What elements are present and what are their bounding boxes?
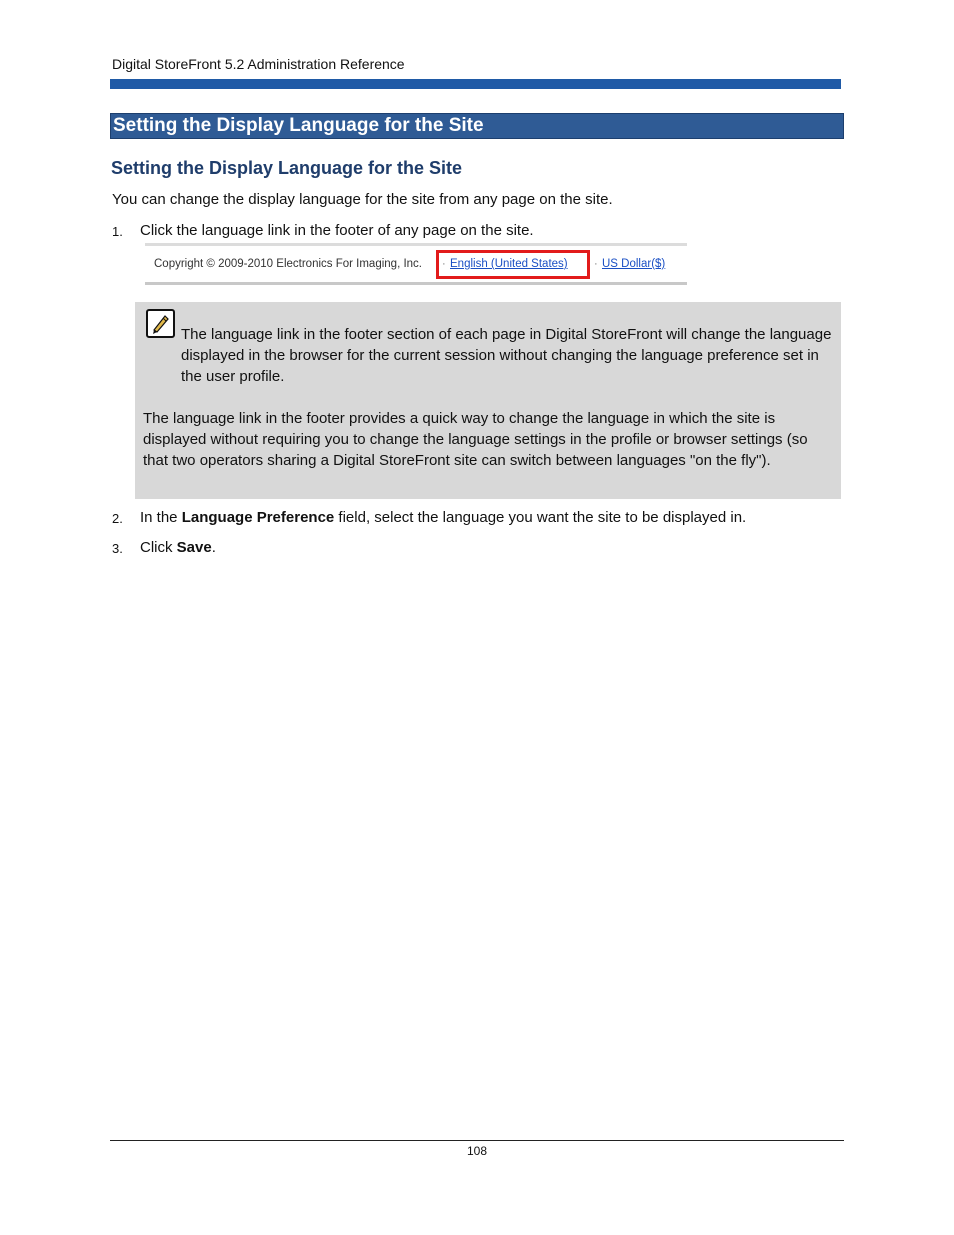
section-title-bar bbox=[110, 113, 844, 139]
footer-rule bbox=[110, 1140, 844, 1141]
step-text: Click the language link in the footer of any page on the site. bbox=[140, 222, 534, 239]
step-text bbox=[140, 509, 746, 526]
section-title: Setting the Display Language for the Site bbox=[113, 115, 484, 136]
currency-link[interactable]: US Dollar($) bbox=[602, 258, 666, 270]
field-name: Language Preference bbox=[181, 509, 335, 526]
note-paragraph-1: The language link in the footer section of each page in Digital StoreFront will change the language displayed in the browser for the current session without changing the language preference set in the user profile. bbox=[181, 326, 832, 385]
subheading: Setting the Display Language for the Site bbox=[111, 158, 463, 178]
save-label: Save bbox=[176, 539, 212, 556]
separator-dot: · bbox=[594, 258, 598, 270]
step-text-post: . bbox=[211, 539, 216, 556]
step-text-pre: Click bbox=[140, 539, 177, 556]
step-text-pre: In the bbox=[140, 509, 182, 526]
note-text bbox=[143, 324, 833, 471]
step-text bbox=[140, 539, 216, 556]
note-box bbox=[135, 302, 841, 499]
step-number: 3. bbox=[112, 541, 123, 556]
intro-paragraph: You can change the display language for the site from any page on the site. bbox=[112, 191, 613, 208]
step-text-post: field, select the language you want the site to be displayed in. bbox=[334, 509, 747, 526]
note-paragraph-2: The language link in the footer provides a quick way to change the language in which the site is displayed without requiring you to change the language settings in the profile or browser settings (so that two operators sharing a Digital StoreFront site can switch between languages "on the fly"). bbox=[143, 410, 808, 469]
header-rule bbox=[110, 79, 841, 89]
copyright-text: Copyright © 2009-2010 Electronics For Imaging, Inc. bbox=[154, 258, 422, 270]
step-number: 2. bbox=[112, 511, 123, 526]
document-header: Digital StoreFront 5.2 Administration Reference bbox=[112, 56, 405, 72]
step-number: 1. bbox=[112, 224, 123, 239]
language-link[interactable]: English (United States) bbox=[450, 258, 568, 270]
footer-screenshot bbox=[145, 243, 687, 285]
separator-dot: · bbox=[442, 258, 446, 270]
page-number: 108 bbox=[466, 1144, 488, 1158]
highlight-box bbox=[436, 250, 590, 279]
